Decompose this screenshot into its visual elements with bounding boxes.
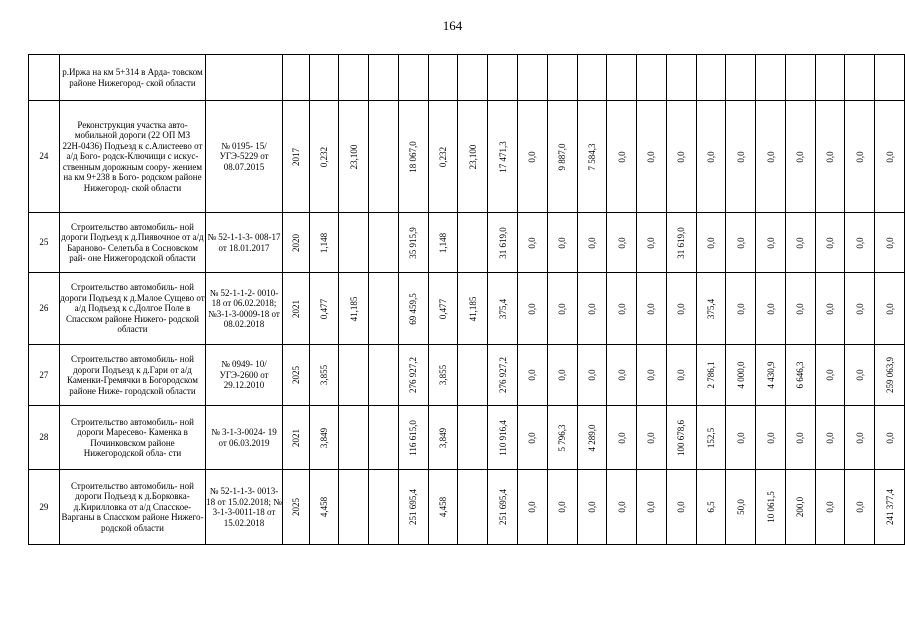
value-text: 0,0: [556, 236, 567, 249]
expertise-doc-cell: № 0949- 10/УГЭ-2600 от 29.12.2010: [206, 345, 283, 406]
value-cell: [518, 213, 548, 273]
value-cell: [845, 345, 875, 406]
value-text: 0,0: [616, 236, 627, 249]
value-text: 0,232: [318, 146, 329, 167]
value-cell: [696, 345, 726, 406]
value-text: 0,0: [616, 369, 627, 381]
value-text: 0,0: [586, 501, 597, 513]
value-cell: [518, 101, 548, 213]
table-row: [29, 406, 905, 470]
value-cell: [756, 55, 786, 101]
value-cell: [428, 345, 458, 406]
value-text: 0,0: [527, 236, 538, 249]
value-text: 2020: [290, 233, 301, 252]
value-text: 276 927,2: [497, 357, 508, 393]
value-text: 116 615,0: [408, 419, 419, 456]
value-text: 0,477: [318, 298, 329, 319]
value-text: 276 927,2: [408, 357, 419, 393]
value-cell: [488, 345, 518, 406]
value-cell: [577, 470, 607, 545]
value-cell: [726, 470, 756, 545]
value-text: 0,477: [437, 298, 448, 319]
value-cell: [815, 345, 845, 406]
value-cell: [458, 101, 488, 213]
value-cell: [282, 55, 309, 101]
value-text: 3,855: [437, 364, 448, 386]
value-cell: [637, 345, 667, 406]
value-cell: [339, 345, 369, 406]
value-text: 0,0: [616, 302, 627, 315]
value-text: 0,0: [854, 150, 865, 163]
value-text: 7 584,3: [586, 143, 597, 170]
value-cell: [726, 101, 756, 213]
value-cell: [756, 213, 786, 273]
value-text: 0,0: [616, 150, 627, 163]
value-cell: [488, 406, 518, 470]
value-cell: [637, 55, 667, 101]
object-name-cell: р.Иржа на км 5+314 в Арда- товском районе Нижегород- ской области: [59, 55, 205, 101]
value-text: 0,0: [854, 236, 865, 249]
value-text: 23,100: [348, 144, 359, 169]
value-cell: [607, 101, 637, 213]
value-text: 4 000,0: [735, 361, 746, 389]
value-cell: [398, 213, 428, 273]
value-text: 0,0: [824, 431, 835, 444]
value-text: 2025: [290, 366, 301, 384]
value-cell: [666, 55, 696, 101]
value-text: 0,0: [586, 369, 597, 381]
value-text: 110 916,4: [497, 419, 508, 456]
page-number: 164: [442, 18, 463, 33]
value-text: 0,0: [646, 302, 657, 315]
value-text: 0,0: [765, 150, 776, 163]
value-text: 9 887,0: [556, 143, 567, 170]
value-cell: [339, 470, 369, 545]
value-cell: [845, 273, 875, 345]
row-number: 24: [29, 101, 60, 213]
value-text: 4 430,9: [765, 361, 776, 389]
value-cell: [547, 470, 577, 545]
object-name-cell: Строительство автомобиль- ной дороги Подъезд к д.Гари от а/д Каменки-Гремячки в Богородском районе Ниже- городской области: [59, 345, 205, 406]
value-text: 0,0: [854, 501, 865, 513]
value-text: 2025: [290, 498, 301, 516]
expertise-doc-cell: [206, 55, 283, 101]
value-cell: [518, 470, 548, 545]
value-cell: [696, 406, 726, 470]
value-cell: [637, 406, 667, 470]
value-text: 50,0: [735, 499, 746, 515]
value-cell: [696, 213, 726, 273]
value-text: 0,0: [646, 236, 657, 249]
value-cell: [458, 470, 488, 545]
value-cell: [666, 101, 696, 213]
value-text: 0,0: [854, 431, 865, 444]
value-text: 0,0: [705, 236, 716, 249]
value-text: 251 695,4: [497, 489, 508, 525]
value-text: 0,0: [616, 501, 627, 513]
value-text: 0,0: [795, 150, 806, 163]
value-text: 1,148: [437, 232, 448, 253]
value-text: 6 646,3: [795, 361, 806, 389]
value-cell: [547, 406, 577, 470]
value-text: 0,0: [646, 369, 657, 381]
value-cell: [785, 406, 815, 470]
value-text: 0,0: [586, 302, 597, 315]
value-text: 152,5: [705, 427, 716, 448]
value-cell: [398, 406, 428, 470]
value-cell: [785, 470, 815, 545]
value-cell: [339, 273, 369, 345]
value-cell: [726, 273, 756, 345]
value-cell: [458, 273, 488, 345]
value-text: 2 786,1: [705, 361, 716, 389]
value-cell: [756, 406, 786, 470]
expertise-doc-cell: № 52-1-1-3- 008-17 от 18.01.2017: [206, 213, 283, 273]
value-cell: [845, 406, 875, 470]
value-cell: [577, 55, 607, 101]
value-text: 0,0: [795, 236, 806, 249]
expertise-doc-cell: № 0195- 15/УГЭ-5229 от 08.07.2015: [206, 101, 283, 213]
value-cell: [547, 213, 577, 273]
value-text: 41,185: [348, 296, 359, 321]
value-cell: [607, 213, 637, 273]
value-cell: [547, 273, 577, 345]
value-text: 17 471,3: [497, 140, 508, 173]
value-cell: [726, 406, 756, 470]
value-cell: [309, 273, 339, 345]
value-cell: [666, 213, 696, 273]
value-cell: [518, 55, 548, 101]
value-cell: [458, 406, 488, 470]
row-number: [29, 55, 60, 101]
value-text: 3,849: [318, 427, 329, 448]
value-text: 251 695,4: [408, 489, 419, 525]
value-cell: [488, 213, 518, 273]
value-text: 200,0: [795, 496, 806, 518]
value-text: 69 459,5: [408, 292, 419, 325]
value-text: 0,0: [735, 431, 746, 444]
value-cell: [428, 101, 458, 213]
object-name-cell: Строительство автомобиль- ной дороги Подъезд к д.Малое Сущево от а/д Подъезд к с.Долгое Поле в Спасском районе Нижего- родской области: [59, 273, 205, 345]
value-cell: [398, 101, 428, 213]
value-text: 4,458: [437, 496, 448, 518]
value-text: 0,0: [527, 302, 538, 315]
value-text: 0,0: [824, 150, 835, 163]
value-cell: [369, 55, 399, 101]
value-cell: [282, 213, 309, 273]
value-text: 375,4: [497, 298, 508, 319]
value-cell: [875, 55, 905, 101]
value-text: 0,0: [586, 236, 597, 249]
value-cell: [815, 213, 845, 273]
expertise-doc-cell: № 52-1-1-3- 0013-18 от 15.02.2018; № 3-1-3-0011-18 от 15.02.2018: [206, 470, 283, 545]
object-name-cell: Реконструкция участка авто- мобильной дороги (22 ОП МЗ 22Н-0436) Подъезд к с.Алистеево от а/д Бого- родск-Ключищи с искус- ственным дорожным соору- жением на км 9+238 в Бого- родском районе Нижегород- ской области: [59, 101, 205, 213]
value-cell: [726, 55, 756, 101]
expertise-doc-cell: № 52-1-1-2- 0010-18 от 06.02.2018; №3-1-3-0009-18 от 08.02.2018: [206, 273, 283, 345]
value-cell: [875, 406, 905, 470]
value-cell: [815, 273, 845, 345]
value-cell: [726, 213, 756, 273]
value-cell: [309, 345, 339, 406]
value-text: 0,0: [646, 150, 657, 163]
value-text: 0,0: [824, 236, 835, 249]
value-text: 0,232: [437, 146, 448, 167]
value-cell: [428, 470, 458, 545]
value-text: 0,0: [675, 501, 686, 513]
value-text: 0,0: [884, 302, 895, 315]
value-cell: [339, 55, 369, 101]
data-table: [28, 54, 905, 545]
value-text: 0,0: [795, 431, 806, 444]
value-text: 2021: [290, 428, 301, 447]
value-cell: [369, 406, 399, 470]
value-cell: [696, 273, 726, 345]
value-cell: [547, 101, 577, 213]
value-text: 0,0: [824, 369, 835, 381]
value-cell: [458, 55, 488, 101]
value-text: 0,0: [854, 369, 865, 381]
value-cell: [815, 406, 845, 470]
value-text: 10 061,5: [765, 491, 776, 523]
value-cell: [577, 101, 607, 213]
value-cell: [875, 273, 905, 345]
object-name-cell: Строительство автомобиль- ной дороги Маресево- Каменка в Починковском районе Нижегородской обла- сти: [59, 406, 205, 470]
value-cell: [369, 273, 399, 345]
value-text: 375,4: [705, 298, 716, 319]
value-cell: [607, 470, 637, 545]
value-cell: [518, 406, 548, 470]
value-cell: [398, 345, 428, 406]
value-cell: [577, 213, 607, 273]
value-cell: [309, 470, 339, 545]
value-cell: [309, 101, 339, 213]
table-row: [29, 55, 905, 101]
value-text: 35 915,9: [408, 226, 419, 259]
value-cell: [282, 470, 309, 545]
value-text: 3,849: [437, 427, 448, 448]
value-cell: [785, 345, 815, 406]
value-text: 6,5: [705, 501, 716, 513]
value-cell: [369, 345, 399, 406]
value-text: 0,0: [735, 150, 746, 163]
value-cell: [369, 101, 399, 213]
value-cell: [756, 101, 786, 213]
value-cell: [309, 406, 339, 470]
value-text: 0,0: [735, 236, 746, 249]
value-cell: [756, 470, 786, 545]
value-cell: [815, 101, 845, 213]
value-cell: [488, 273, 518, 345]
table-row: [29, 101, 905, 213]
value-cell: [282, 406, 309, 470]
value-cell: [309, 213, 339, 273]
value-text: 0,0: [824, 302, 835, 315]
value-text: 0,0: [556, 501, 567, 513]
value-text: 0,0: [765, 431, 776, 444]
row-number: 27: [29, 345, 60, 406]
value-cell: [696, 101, 726, 213]
value-text: 1,148: [318, 232, 329, 253]
value-text: 0,0: [884, 150, 895, 163]
value-text: 0,0: [616, 431, 627, 444]
table-row: [29, 345, 905, 406]
value-cell: [607, 55, 637, 101]
value-text: 2017: [290, 147, 301, 166]
value-cell: [577, 345, 607, 406]
value-text: 0,0: [556, 369, 567, 381]
value-text: 18 067,0: [408, 140, 419, 173]
value-cell: [666, 470, 696, 545]
value-cell: [637, 101, 667, 213]
value-text: 0,0: [675, 369, 686, 381]
value-cell: [756, 273, 786, 345]
value-cell: [875, 470, 905, 545]
value-cell: [845, 213, 875, 273]
value-cell: [398, 273, 428, 345]
value-text: 0,0: [527, 150, 538, 163]
value-cell: [339, 406, 369, 470]
value-text: 5 796,3: [556, 424, 567, 451]
value-text: 0,0: [824, 501, 835, 513]
value-text: 31 619,0: [675, 226, 686, 259]
value-cell: [577, 273, 607, 345]
value-cell: [282, 345, 309, 406]
value-cell: [282, 101, 309, 213]
value-text: 0,0: [556, 302, 567, 315]
value-text: 3,855: [318, 364, 329, 386]
value-cell: [785, 213, 815, 273]
object-name-cell: Строительство автомобиль- ной дороги Подъезд к д.Пиявочное от а/д Бараново- Селетьба в Сосновском рай- оне Нижегородской области: [59, 213, 205, 273]
value-text: 0,0: [795, 302, 806, 315]
value-cell: [845, 470, 875, 545]
row-number: 28: [29, 406, 60, 470]
value-cell: [666, 345, 696, 406]
value-cell: [815, 470, 845, 545]
value-text: 0,0: [705, 150, 716, 163]
value-text: 100 678,6: [675, 419, 686, 456]
value-text: 41,185: [467, 296, 478, 321]
row-number: 29: [29, 470, 60, 545]
value-cell: [785, 101, 815, 213]
value-cell: [785, 273, 815, 345]
value-cell: [428, 406, 458, 470]
value-cell: [309, 55, 339, 101]
value-cell: [637, 273, 667, 345]
table-row: [29, 273, 905, 345]
value-cell: [518, 273, 548, 345]
value-cell: [637, 470, 667, 545]
value-cell: [488, 470, 518, 545]
value-text: 0,0: [765, 236, 776, 249]
value-cell: [607, 345, 637, 406]
value-text: 0,0: [675, 150, 686, 163]
value-text: 0,0: [854, 302, 865, 315]
value-cell: [845, 101, 875, 213]
value-cell: [696, 470, 726, 545]
value-cell: [398, 55, 428, 101]
value-cell: [607, 406, 637, 470]
value-cell: [875, 101, 905, 213]
value-cell: [845, 55, 875, 101]
value-cell: [547, 55, 577, 101]
value-text: 0,0: [884, 236, 895, 249]
value-text: 31 619,0: [497, 226, 508, 259]
expertise-doc-cell: № 3-1-3-0024- 19 от 06.03.2019: [206, 406, 283, 470]
value-cell: [577, 406, 607, 470]
value-text: 0,0: [765, 302, 776, 315]
value-text: 241 377,4: [884, 489, 895, 525]
value-cell: [875, 213, 905, 273]
value-cell: [726, 345, 756, 406]
value-cell: [666, 406, 696, 470]
value-cell: [458, 213, 488, 273]
value-cell: [785, 55, 815, 101]
value-text: 259 063,9: [884, 357, 895, 393]
value-cell: [756, 345, 786, 406]
value-cell: [428, 55, 458, 101]
value-text: 0,0: [884, 431, 895, 444]
value-text: 0,0: [646, 431, 657, 444]
value-text: 4 289,0: [586, 424, 597, 451]
value-cell: [428, 213, 458, 273]
row-number: 26: [29, 273, 60, 345]
table-row: [29, 470, 905, 545]
value-text: 2021: [290, 299, 301, 318]
value-cell: [428, 273, 458, 345]
value-cell: [815, 55, 845, 101]
value-cell: [875, 345, 905, 406]
value-text: 0,0: [527, 431, 538, 444]
value-cell: [458, 345, 488, 406]
value-cell: [398, 470, 428, 545]
value-cell: [488, 55, 518, 101]
value-cell: [518, 345, 548, 406]
value-cell: [607, 273, 637, 345]
value-cell: [369, 470, 399, 545]
value-cell: [547, 345, 577, 406]
value-cell: [696, 55, 726, 101]
value-cell: [488, 101, 518, 213]
value-text: 0,0: [646, 501, 657, 513]
value-cell: [666, 273, 696, 345]
value-text: 0,0: [675, 302, 686, 315]
value-cell: [637, 213, 667, 273]
value-cell: [339, 213, 369, 273]
value-cell: [339, 101, 369, 213]
value-text: 4,458: [318, 496, 329, 518]
value-text: 0,0: [735, 302, 746, 315]
value-text: 0,0: [527, 369, 538, 381]
object-name-cell: Строительство автомобиль- ной дороги Подъезд к д.Борковка-д.Кирилловка от а/д Спасское-Варганы в Спасском районе Нижего- родской области: [59, 470, 205, 545]
value-cell: [369, 213, 399, 273]
value-text: 0,0: [527, 501, 538, 513]
row-number: 25: [29, 213, 60, 273]
value-text: 23,100: [467, 144, 478, 169]
table-row: [29, 213, 905, 273]
value-cell: [282, 273, 309, 345]
